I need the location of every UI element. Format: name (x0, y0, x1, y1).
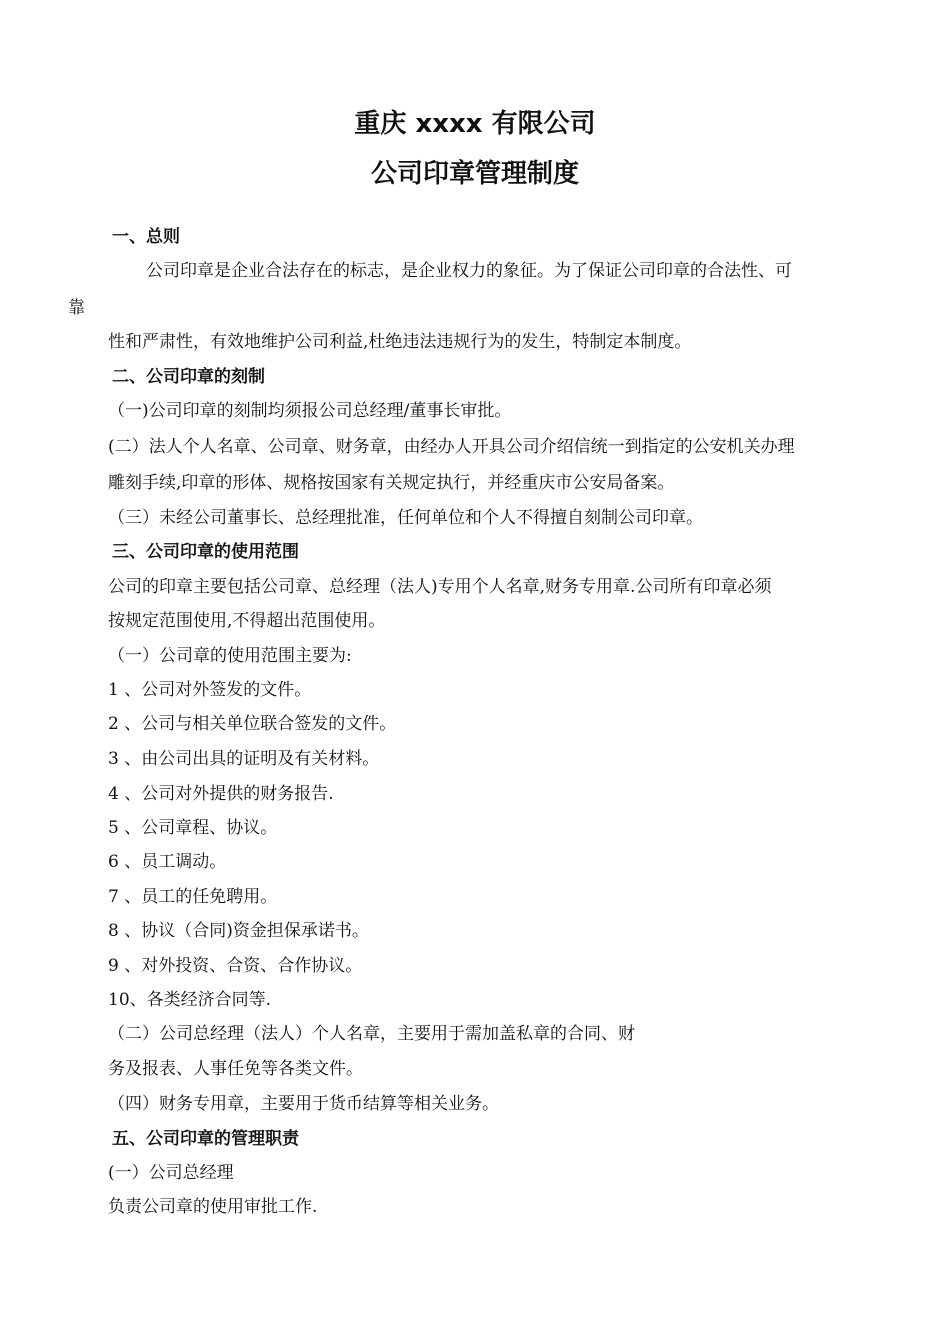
paragraph-line: 负责公司章的使用审批工作. (108, 1197, 318, 1217)
paragraph-line: 公司印章是企业合法存在的标志，是企业权力的象征。为了保证公司印章的合法性、可 (146, 261, 792, 281)
document-title: 公司印章管理制度 (370, 159, 579, 189)
paragraph-wrap-char: 靠 (68, 298, 85, 318)
clause-line: 务及报表、人事任免等各类文件。 (108, 1059, 363, 1079)
list-item: 7 、员工的任免聘用。 (108, 887, 278, 907)
clause-line: (二）法人个人名章、公司章、财务章，由经办人开具公司介绍信统一到指定的公安机关办理 (108, 437, 795, 457)
list-item: 9 、对外投资、合资、合作协议。 (108, 956, 363, 976)
list-item: 2 、公司与相关单位联合签发的文件。 (108, 714, 397, 734)
paragraph-line: 按规定范围使用,不得超出范围使用。 (108, 611, 386, 631)
company-title: 重庆 xxxx 有限公司 (354, 109, 596, 139)
clause-line: （四）财务专用章，主要用于货币结算等相关业务。 (108, 1094, 499, 1114)
list-item: 5 、公司章程、协议。 (108, 818, 278, 838)
section-heading-general: 一、总则 (112, 227, 180, 247)
list-item: 4 、公司对外提供的财务报告. (108, 784, 334, 804)
clause-line: 雕刻手续,印章的形体、规格按国家有关规定执行，并经重庆市公安局备案。 (108, 473, 675, 493)
section-heading-engraving: 二、公司印章的刻制 (112, 367, 265, 387)
clause-line: (一）公司总经理 (108, 1163, 234, 1183)
section-heading-management-duties: 五、公司印章的管理职责 (112, 1129, 299, 1149)
clause-line: （一）公司章的使用范围主要为: (108, 646, 352, 666)
list-item: 1 、公司对外签发的文件。 (108, 680, 312, 700)
clause-line: （一)公司印章的刻制均须报公司总经理/董事长审批。 (108, 401, 512, 421)
list-item: 10、各类经济合同等. (108, 990, 272, 1010)
clause-line: （二）公司总经理（法人）个人名章，主要用于需加盖私章的合同、财 (108, 1024, 635, 1044)
list-item: 6 、员工调动。 (108, 852, 227, 872)
clause-line: （三）未经公司董事长、总经理批准，任何单位和个人不得擅自刻制公司印章。 (108, 508, 703, 528)
section-heading-usage-scope: 三、公司印章的使用范围 (112, 542, 299, 562)
list-item: 3 、由公司出具的证明及有关材料。 (108, 749, 380, 769)
paragraph-line: 性和严肃性，有效地维护公司利益,杜绝违法违规行为的发生，特制定本制度。 (108, 332, 692, 352)
paragraph-line: 公司的印章主要包括公司章、总经理（法人)专用个人名章,财务专用章.公司所有印章必须 (108, 577, 772, 597)
list-item: 8 、协议（合同)资金担保承诺书。 (108, 921, 369, 941)
